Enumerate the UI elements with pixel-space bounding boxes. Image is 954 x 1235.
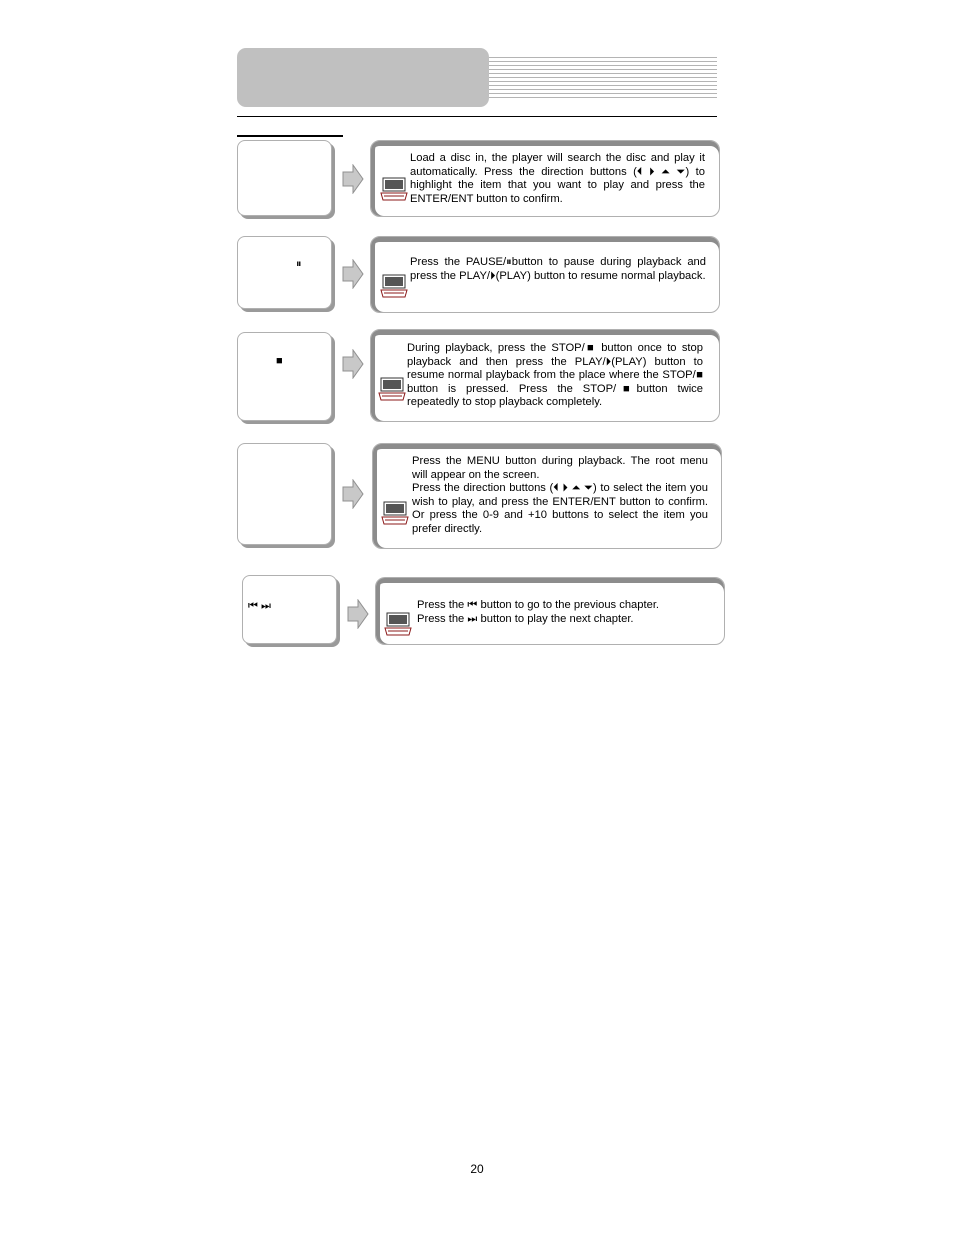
section-5-line-1: Press the ⏮ button to go to the previous chapter. bbox=[417, 599, 660, 611]
header-tab bbox=[237, 48, 489, 107]
section-3-label-box bbox=[237, 332, 332, 421]
portable-player-icon bbox=[380, 274, 408, 298]
prev-next-icons: ⏮ ⏭ bbox=[248, 600, 271, 612]
section-5-text bbox=[417, 599, 713, 626]
section-5-line-2: Press the ⏭ button to play the next chapter. bbox=[417, 612, 634, 625]
section-2-line-1: Press the PAUSE/⏸button to pause during playback and press the PLAY/⏵(PLAY) button to resume normal playback. bbox=[410, 256, 706, 282]
section-title-underline bbox=[237, 135, 343, 137]
section-4-text bbox=[412, 455, 708, 537]
section-2-label-box bbox=[237, 236, 332, 309]
portable-player-icon bbox=[384, 612, 412, 636]
section-1-label-box bbox=[237, 140, 332, 216]
arrow-icon bbox=[342, 164, 364, 194]
section-3-text bbox=[407, 342, 703, 410]
section-1-text bbox=[410, 152, 705, 206]
section-2-text bbox=[410, 256, 706, 283]
portable-player-icon bbox=[378, 377, 406, 401]
arrow-icon bbox=[342, 479, 364, 509]
section-1-line-1: Load a disc in, the player will search the disc and play it automatically. Press the direction buttons (⏴ ⏵ ⏶ ⏷) to highlight the item that you want to play and press the ENTER/ENT button to confirm. bbox=[410, 152, 705, 205]
section-3-line-1: During playback, press the STOP/■ button once to stop playback and then press the PLAY/⏵(PLAY) button to resume normal playback from the place where the STOP/■ button is pressed. Press the STOP/■button twice repeatedly to stop playback completely. bbox=[407, 342, 703, 409]
section-4-line-1: Press the MENU button during playback. The root menu will appear on the screen. bbox=[412, 455, 708, 481]
page-number: 20 bbox=[470, 1162, 484, 1176]
header-decorative-lines bbox=[489, 57, 717, 101]
arrow-icon bbox=[347, 599, 369, 629]
stop-icon: ■ bbox=[276, 355, 283, 367]
section-4-label-box bbox=[237, 443, 332, 545]
header-rule bbox=[237, 116, 717, 117]
section-4-line-2: Press the direction buttons (⏴ ⏵ ⏶ ⏷) to select the item you wish to play, and press the ENTER/ENT button to confirm. Or press the 0-9 and +10 buttons to select the item you prefer directly. bbox=[412, 482, 708, 535]
portable-player-icon bbox=[380, 177, 408, 201]
portable-player-icon bbox=[381, 501, 409, 525]
pause-icon: ⏸ bbox=[296, 258, 302, 270]
arrow-icon bbox=[342, 259, 364, 289]
arrow-icon bbox=[342, 349, 364, 379]
